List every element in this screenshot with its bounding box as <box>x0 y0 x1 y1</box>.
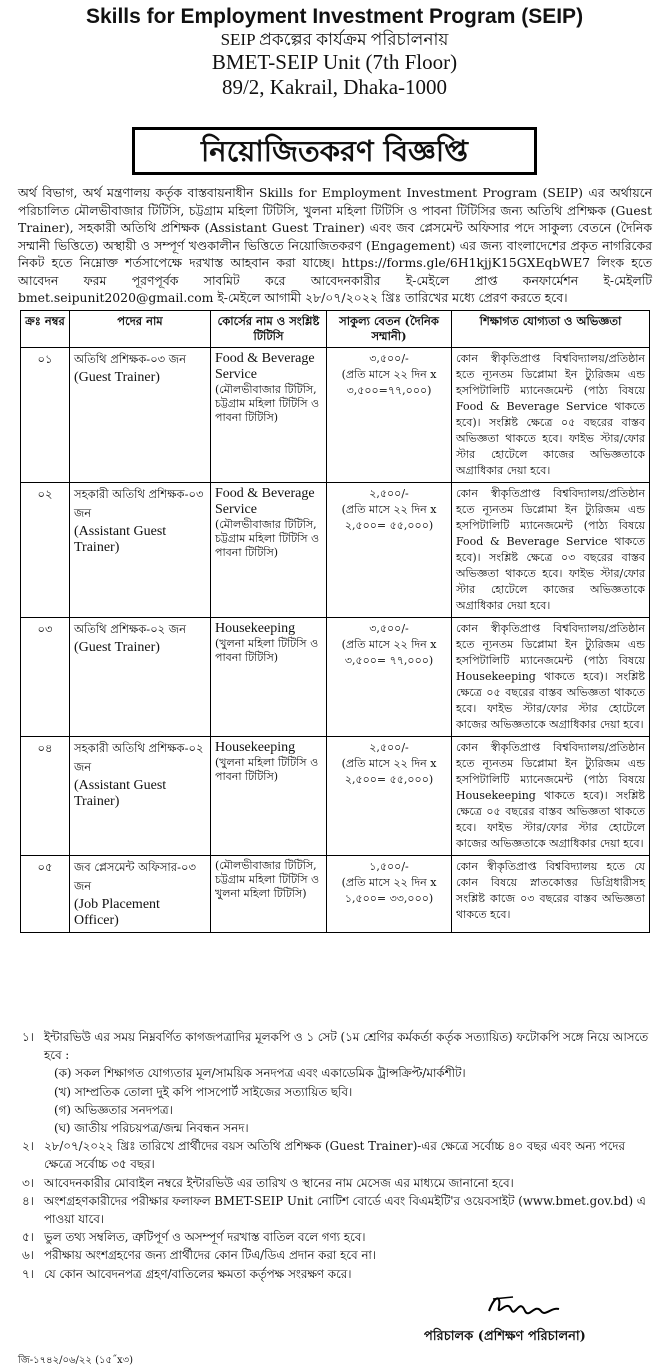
salary-amount: ৩,৫০০/- <box>369 352 409 365</box>
row-post <box>70 737 211 856</box>
post-name-en: (Assistant Guest Trainer) <box>74 778 167 809</box>
header-address: 89/2, Kakrail, Dhaka-1000 <box>221 75 448 99</box>
sub-item: (ঘ) জাতীয় পরিচয়পত্র/জন্ম নিবন্ধন সনদ। <box>54 1121 249 1136</box>
sub-item: (খ) সাম্প্রতিক তোলা দুই কপি পাসপোর্ট সাইজের সত্যায়িত ছবি। <box>54 1084 353 1099</box>
header-unit: BMET-SEIP Unit (7th Floor) <box>211 50 458 74</box>
ttc-names: (মৌলভীবাজার টিটিসি, চট্টগ্রাম মহিলা টিটিসি ও পাবনা টিটিসি) <box>215 518 320 559</box>
item-text: পরীক্ষায় অংশগ্রহণের জন্য প্রার্থীদের কোন টিএ/ডিএ প্রদান করা হবে না। <box>44 1248 377 1263</box>
sub-item: (গ) অভিজ্ঞতার সনদপত্র। <box>54 1102 173 1117</box>
table-row <box>21 618 650 737</box>
salary-calc: (প্রতি মাসে ২২ দিন x ২,৫০০= ৫৫,০০০) <box>341 757 437 786</box>
table-row <box>21 737 650 856</box>
post-name-en: (Guest Trainer) <box>74 640 160 655</box>
row-post <box>70 348 211 483</box>
salary-calc: (প্রতি মাসে ২২ দিন x ৩,৫০০= ৭৭,০০০) <box>341 638 437 667</box>
item-text: ২৮/০৭/২০২২ খ্রিঃ তারিখে প্রার্থীদের বয়স অতিথি প্রশিক্ষক (Guest Trainer)-এর ক্ষেত্রে সর্বোচ্চ ৪০ বছর এবং অন্য পদের ক্ষেত্রে সর্বোচ্চ ৩৫ বছর। <box>44 1139 625 1172</box>
row-salary <box>327 856 452 933</box>
item-text: যে কোন আবেদনপত্র গ্রহণ/বাতিলের ক্ষমতা কর্তৃপক্ষ সংরক্ষণ করে। <box>44 1266 352 1281</box>
row-qualification: কোন স্বীকৃতিপ্রাপ্ত বিশ্ববিদ্যালয়/প্রতিষ্ঠান হতে ন্যূনতম ডিপ্লোমা ইন ট্যুরিজম এন্ড হসপিটালিটি ম্যানেজমেন্ট (পাঠ্য বিষয়ে Food & Beverage Service থাকতে হবে)। সংশ্লিষ্ট ক্ষেত্রে ০৫ বছরের বাস্তব অভিজ্ঞতা থাকতে হবে। ফাইভ স্টার/ফোর স্টার হোটেলে কাজের অভিজ্ঞতাকে অগ্রাধিকার দেয়া হবে। <box>452 348 650 483</box>
salary-calc: (প্রতি মাসে ২২ দিন x ১,৫০০= ৩৩,০০০) <box>341 876 437 905</box>
conditions-list <box>22 1028 652 1283</box>
salary-amount: ১,৫০০/- <box>369 860 409 873</box>
signatory-title: পরিচালক (প্রশিক্ষণ পরিচালনা) <box>424 1329 586 1344</box>
row-salary <box>327 737 452 856</box>
list-item <box>22 1228 652 1246</box>
row-serial: ০৪ <box>21 737 70 856</box>
ttc-names: (খুলনা মহিলা টিটিসি ও পাবনা টিটিসি) <box>215 637 319 664</box>
post-name: সহকারী অতিথি প্রশিক্ষক-০৩ জন <box>74 487 204 520</box>
row-qualification: কোন স্বীকৃতিপ্রাপ্ত বিশ্ববিদ্যালয়/প্রতিষ্ঠান হতে ন্যূনতম ডিপ্লোমা ইন ট্যুরিজম এন্ড হসপিটালিটি ম্যানেজমেন্ট (পাঠ্য বিষয়ে Housekeeping থাকতে হবে)। সংশ্লিষ্ট ক্ষেত্রে ০৫ বছরের বাস্তব অভিজ্ঞতা থাকতে হবে। ফাইভ স্টার/ফোর স্টার হোটেলে কাজের অভিজ্ঞতাকে অগ্রাধিকার দেয়া হবে। <box>452 618 650 737</box>
notice-banner: নিয়োজিতকরণ বিজ্ঞপ্তি <box>132 127 537 175</box>
item-number: ২। <box>22 1139 34 1154</box>
row-post <box>70 618 211 737</box>
salary-amount: ২,৫০০/- <box>369 487 409 500</box>
post-name-en: (Guest Trainer) <box>74 370 160 385</box>
row-course <box>211 483 327 618</box>
salary-calc: (প্রতি মাসে ২২ দিন x ২,৫০০= ৫৫,০০০) <box>341 503 437 532</box>
salary-calc: (প্রতি মাসে ২২ দিন x ৩,৫০০=৭৭,০০০) <box>341 368 437 397</box>
item-number: ৩। <box>22 1175 34 1190</box>
row-serial: ০৩ <box>21 618 70 737</box>
row-post <box>70 483 211 618</box>
notice-header <box>0 4 669 100</box>
row-course <box>211 618 327 737</box>
row-course <box>211 856 327 933</box>
item-text: ভুল তথ্য সম্বলিত, ত্রুটিপূর্ণ ও অসম্পূর্ণ দরখাস্ত বাতিল বলে গণ্য হবে। <box>44 1230 366 1245</box>
program-title: Skills for Employment Investment Program (SEIP) <box>85 5 584 28</box>
reference-code: জি-১৭৪২/০৬/২২ (১৫˝x৩) <box>18 1355 134 1366</box>
course-name: Housekeeping <box>215 621 296 636</box>
post-name: অতিথি প্রশিক্ষক-০৩ জন <box>74 352 186 366</box>
item-number: ৭। <box>22 1266 34 1281</box>
ttc-names: (খুলনা মহিলা টিটিসি ও পাবনা টিটিসি) <box>215 756 319 783</box>
salary-amount: ৩,৫০০/- <box>369 622 409 635</box>
course-name: Housekeeping <box>215 740 296 755</box>
ttc-names: (মৌলভীবাজার টিটিসি, চট্টগ্রাম মহিলা টিটিসি ও পাবনা টিটিসি) <box>215 383 320 424</box>
row-qualification: কোন স্বীকৃতিপ্রাপ্ত বিশ্ববিদ্যালয়/প্রতিষ্ঠান হতে ন্যূনতম ডিপ্লোমা ইন ট্যুরিজম এন্ড হসপিটালিটি ম্যানেজমেন্ট (পাঠ্য বিষয়ে Housekeeping থাকতে হবে)। সংশ্লিষ্ট ক্ষেত্রে ০৫ বছরের বাস্তব অভিজ্ঞতা থাকতে হবে। ফাইভ স্টার/ফোর স্টার হোটেলে কাজের অভিজ্ঞতাকে অগ্রাধিকার দেয়া হবে। <box>452 737 650 856</box>
post-name-en: (Assistant Guest Trainer) <box>74 524 167 555</box>
row-salary <box>327 483 452 618</box>
post-name-en: (Job Placement Officer) <box>74 897 160 928</box>
header-line-2: SEIP প্রকল্পের কার্যক্রম পরিচালনায় <box>220 30 449 49</box>
list-item <box>22 1246 652 1264</box>
sub-item: (ক) সকল শিক্ষাগত যোগ্যতার মূল/সাময়িক সনদপত্র এবং একাডেমিক ট্রান্সক্রিপ্ট/মার্কশীট। <box>54 1066 466 1081</box>
table-row <box>21 856 650 933</box>
item-text: আবেদনকারীর মোবাইল নম্বরে ইন্টারভিউ এর তারিখ ও স্থানের নাম মেসেজ এর মাধ্যমে জানানো হবে। <box>44 1175 514 1190</box>
post-name: জব প্লেসমেন্ট অফিসার-০৩ জন <box>74 860 196 893</box>
post-name: অতিথি প্রশিক্ষক-০২ জন <box>74 622 186 636</box>
row-serial: ০৫ <box>21 856 70 933</box>
salary-amount: ২,৫০০/- <box>369 741 409 754</box>
list-item <box>22 1192 652 1228</box>
item-number: ৬। <box>22 1248 34 1263</box>
table-row <box>21 348 650 483</box>
row-qualification: কোন স্বীকৃতিপ্রাপ্ত বিশ্ববিদ্যালয় হতে যে কোন বিষয়ে স্নাতকোত্তর ডিগ্রিধারীসহ সংশ্লিষ্ট কাজে ০৩ বছরের বাস্তব অভিজ্ঞতা থাকতে হবে। <box>452 856 650 933</box>
row-course <box>211 737 327 856</box>
positions-table <box>20 310 650 933</box>
handwritten-signature <box>485 1289 565 1323</box>
row-salary <box>327 618 452 737</box>
ttc-names: (মৌলভীবাজার টিটিসি, চট্টগ্রাম মহিলা টিটিসি ও খুলনা মহিলা টিটিসি) <box>215 859 320 900</box>
list-item <box>22 1137 652 1173</box>
list-item <box>22 1265 652 1283</box>
row-salary <box>327 348 452 483</box>
item-text: অংশগ্রহণকারীদের পরীক্ষার ফলাফল BMET-SEIP Unit নোটিশ বোর্ডে এবং বিএমইটি'র ওয়েবসাইট (www.bmet.gov.bd) এ পাওয়া যাবে। <box>44 1193 646 1227</box>
list-item <box>22 1174 652 1192</box>
item-text: ইন্টারভিউ এর সময় নিম্নবর্ণিত কাগজপত্রাদির মূলকপি ও ১ সেট (১ম শ্রেণির কর্মকর্তা কর্তৃক সত্যায়িত) ফটোকপি সঙ্গে নিয়ে আসতে হবে : <box>44 1030 649 1063</box>
table-header-row <box>21 311 650 348</box>
item-number: ১। <box>22 1030 34 1044</box>
header-post: পদের নাম <box>70 311 211 348</box>
row-qualification: কোন স্বীকৃতিপ্রাপ্ত বিশ্ববিদ্যালয়/প্রতিষ্ঠান হতে ন্যূনতম ডিপ্লোমা ইন ট্যুরিজম এন্ড হসপিটালিটি ম্যানেজমেন্ট (পাঠ্য বিষয়ে Food & Beverage Service থাকতে হবে)। সংশ্লিষ্ট ক্ষেত্রে ০৩ বছরের বাস্তব অভিজ্ঞতা থাকতে হবে। ফাইভ স্টার/ফোর স্টার হোটেলে কাজের অভিজ্ঞতাকে অগ্রাধিকার দেয়া হবে। <box>452 483 650 618</box>
header-course: কোর্সের নাম ও সংশ্লিষ্ট টিটিসি <box>211 311 327 348</box>
list-item <box>22 1028 652 1064</box>
header-salary: সাকুল্য বেতন (দৈনিক সম্মানী) <box>327 311 452 348</box>
table-row <box>21 483 650 618</box>
item-number: ৪। <box>22 1193 34 1208</box>
header-serial: ক্রঃ নম্বর <box>21 311 70 348</box>
intro-paragraph: অর্থ বিভাগ, অর্থ মন্ত্রণালয় কর্তৃক বাস্তবায়নাধীন Skills for Employment Investment Program (SEIP) এর অর্থায়নে পরিচালিত মৌলভীবাজার টিটিসি, চট্টগ্রাম মহিলা টিটিসি, খুলনা মহিলা টিটিসি ও পাবনা টিটিসির জন্য অতিথি প্রশিক্ষক (Guest Trainer), সহকারী অতিথি প্রশিক্ষক (Assistant Guest Trainer) এবং জব প্লেসমেন্ট অফিসার পদে সাকুল্য বেতনে (দৈনিক সম্মানী ভিত্তিতে) অস্থায়ী ও সম্পূর্ণ খণ্ডকালীন ভিত্তিতে নিয়োজিতকরণ (Engagement) এর জন্য বাংলাদেশের প্রকৃত নাগরিকের নিকট হতে নিম্নোক্ত শর্তসাপেক্ষে দরখাস্ত আহবান করা যাচ্ছে। https://forms.gle/6H1kjjK15GXEqbWE7 লিংক হতে আবেদন ফরম পূরণপূর্বক সাবমিট করে আবেদনকারীর ই-মেইলে প্রাপ্ত কনফার্মেশন ই-মেইলটি bmet.seipunit2020@gmail.com ই-মেইলে আগামী ২৮/০৭/২০২২ খ্রিঃ তারিখের মধ্যে প্রেরণ করতে হবে। <box>18 185 652 305</box>
course-name: Food & Beverage Service <box>215 351 315 382</box>
header-qualification: শিক্ষাগত যোগ্যতা ও অভিজ্ঞতা <box>452 311 650 348</box>
post-name: সহকারী অতিথি প্রশিক্ষক-০২ জন <box>74 741 204 774</box>
course-name: Food & Beverage Service <box>215 486 315 517</box>
item-number: ৫। <box>22 1230 34 1245</box>
row-serial: ০২ <box>21 483 70 618</box>
row-post <box>70 856 211 933</box>
row-course <box>211 348 327 483</box>
row-serial: ০১ <box>21 348 70 483</box>
